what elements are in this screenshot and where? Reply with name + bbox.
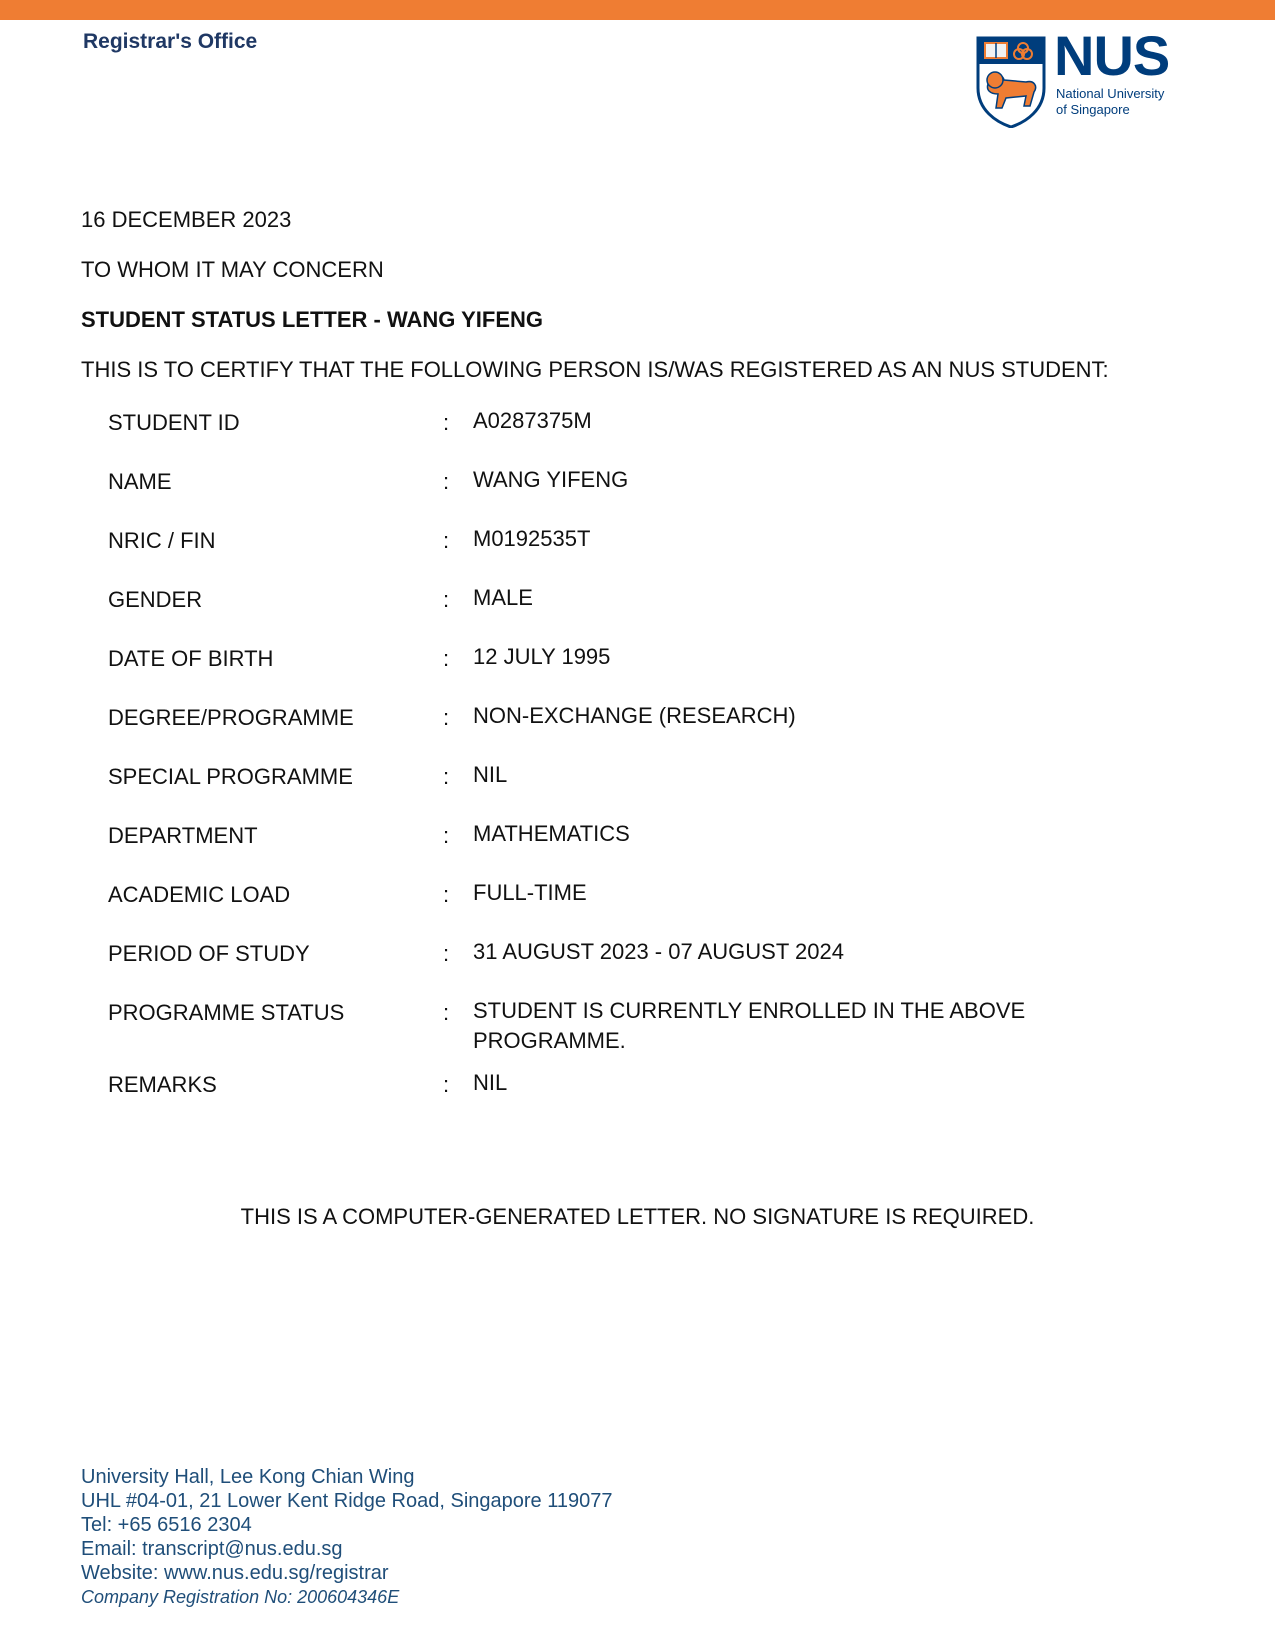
- footer-tel: Tel: +65 6516 2304: [81, 1514, 252, 1536]
- field-separator: :: [443, 469, 450, 494]
- letter-salutation: TO WHOM IT MAY CONCERN: [81, 257, 384, 282]
- field-label: NRIC / FIN: [108, 528, 216, 553]
- field-value: MATHEMATICS: [473, 821, 630, 846]
- footer-address-line2: UHL #04-01, 21 Lower Kent Ridge Road, Singapore 119077: [81, 1490, 613, 1512]
- field-separator: :: [443, 1000, 450, 1025]
- field-label: PERIOD OF STUDY: [108, 941, 310, 966]
- office-title: Registrar's Office: [83, 30, 258, 53]
- field-value: M0192535T: [473, 526, 591, 551]
- footer-email[interactable]: Email: transcript@nus.edu.sg: [81, 1538, 343, 1560]
- field-label: DEPARTMENT: [108, 823, 258, 848]
- field-label: DEGREE/PROGRAMME: [108, 705, 354, 730]
- field-row-student-id: [108, 410, 1208, 469]
- logo-subtitle-line2: of Singapore: [1056, 102, 1130, 117]
- field-separator: :: [443, 882, 450, 907]
- field-row-academic-load: [108, 882, 1208, 941]
- field-row-gender: [108, 587, 1208, 646]
- field-value: FULL-TIME: [473, 880, 587, 905]
- field-row-period-of-study: [108, 941, 1208, 1000]
- field-row-date-of-birth: [108, 646, 1208, 705]
- field-value: 31 AUGUST 2023 - 07 AUGUST 2024: [473, 939, 844, 964]
- field-label: ACADEMIC LOAD: [108, 882, 291, 907]
- logo-subtitle-line1: National University: [1056, 86, 1165, 101]
- field-separator: :: [443, 823, 450, 848]
- field-value: MALE: [473, 585, 533, 610]
- field-row-department: [108, 823, 1208, 882]
- field-label: GENDER: [108, 587, 203, 612]
- letter-intro: THIS IS TO CERTIFY THAT THE FOLLOWING PERSON IS/WAS REGISTERED AS AN NUS STUDENT:: [81, 357, 1109, 382]
- student-details-table: [108, 410, 1208, 1131]
- field-row-nric-fin: [108, 528, 1208, 587]
- field-separator: :: [443, 1072, 450, 1097]
- field-row-degree-programme: [108, 705, 1208, 764]
- field-value: 12 JULY 1995: [473, 644, 611, 669]
- field-separator: :: [443, 941, 450, 966]
- field-value: A0287375M: [473, 408, 592, 433]
- footer-contact: [81, 1465, 612, 1609]
- footer-address-line1: University Hall, Lee Kong Chian Wing: [81, 1466, 415, 1488]
- computer-generated-notice: THIS IS A COMPUTER-GENERATED LETTER. NO SIGNATURE IS REQUIRED.: [240, 1204, 1035, 1229]
- field-row-remarks: [108, 1072, 1208, 1131]
- field-label: SPECIAL PROGRAMME: [108, 764, 353, 789]
- nus-crest-icon: [976, 36, 1046, 128]
- field-value: NON-EXCHANGE (RESEARCH): [473, 703, 796, 728]
- footer-company-registration: Company Registration No: 200604346E: [81, 1587, 400, 1607]
- field-row-name: [108, 469, 1208, 528]
- field-separator: :: [443, 587, 450, 612]
- letter-date: 16 DECEMBER 2023: [81, 207, 292, 232]
- logo-wordmark: NUS: [1054, 24, 1170, 87]
- field-separator: :: [443, 705, 450, 730]
- field-separator: :: [443, 410, 450, 435]
- field-label: NAME: [108, 469, 172, 494]
- field-value: WANG YIFENG: [473, 467, 629, 492]
- field-separator: :: [443, 646, 450, 671]
- field-value: STUDENT IS CURRENTLY ENROLLED IN THE ABOVE PROGRAMME.: [473, 998, 1026, 1053]
- field-value: NIL: [473, 762, 508, 787]
- footer-website[interactable]: Website: www.nus.edu.sg/registrar: [81, 1562, 389, 1584]
- field-row-programme-status: [108, 1000, 1208, 1072]
- field-value: NIL: [473, 1070, 508, 1095]
- field-label: DATE OF BIRTH: [108, 646, 274, 671]
- top-accent-bar: [0, 0, 1275, 20]
- field-label: STUDENT ID: [108, 410, 240, 435]
- field-separator: :: [443, 528, 450, 553]
- nus-logo: [976, 24, 1186, 128]
- field-label: PROGRAMME STATUS: [108, 1000, 345, 1025]
- field-row-special-programme: [108, 764, 1208, 823]
- field-separator: :: [443, 764, 450, 789]
- letter-subject: STUDENT STATUS LETTER - WANG YIFENG: [81, 307, 543, 332]
- field-label: REMARKS: [108, 1072, 217, 1097]
- logo-subtitle: [1056, 86, 1164, 118]
